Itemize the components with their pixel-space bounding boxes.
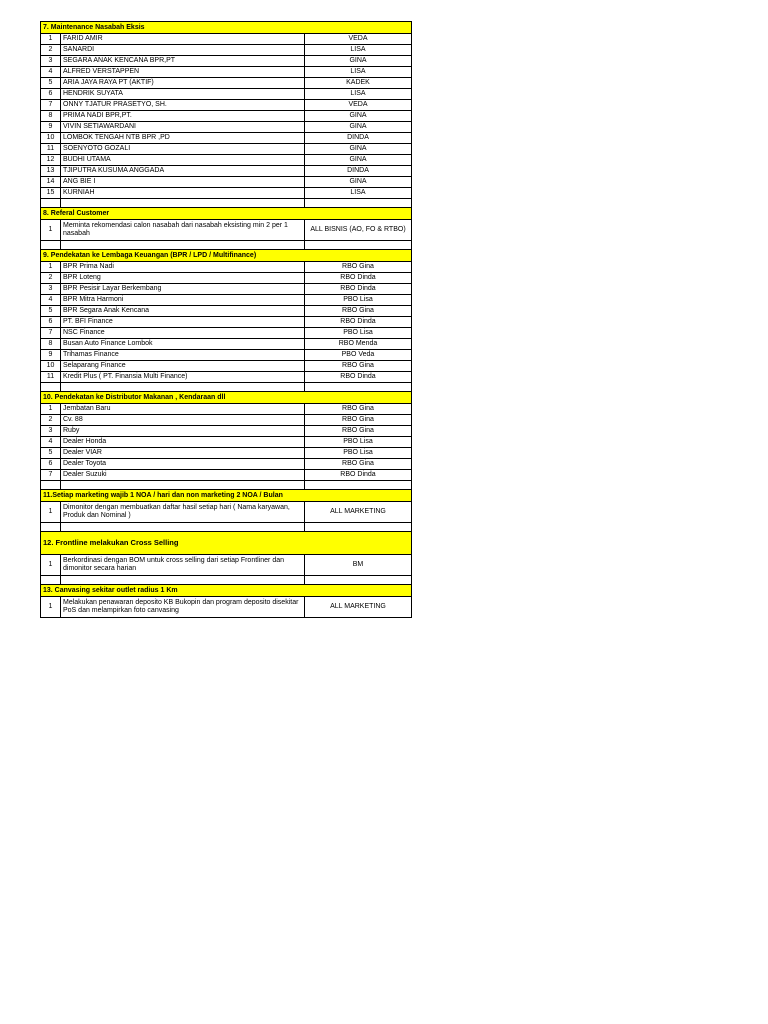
table-row	[41, 372, 412, 383]
table-row	[41, 133, 412, 144]
row-number-cell[interactable]: 13	[41, 166, 61, 177]
pic-cell[interactable]: RBO Gina	[305, 415, 412, 426]
table-row	[41, 317, 412, 328]
empty-cell[interactable]	[61, 199, 305, 208]
description-cell[interactable]: NSC Finance	[61, 328, 305, 339]
row-number-cell[interactable]: 1	[41, 597, 61, 618]
pic-cell[interactable]: LISA	[305, 45, 412, 56]
empty-cell[interactable]	[61, 481, 305, 490]
table-row	[41, 295, 412, 306]
row-number-cell[interactable]: 14	[41, 177, 61, 188]
pic-cell[interactable]: RBO Dinda	[305, 470, 412, 481]
description-cell[interactable]: Cv. 88	[61, 415, 305, 426]
table-row	[41, 415, 412, 426]
row-number-cell[interactable]: 1	[41, 404, 61, 415]
description-cell[interactable]: Jembatan Baru	[61, 404, 305, 415]
pic-cell[interactable]: RBO Gina	[305, 459, 412, 470]
description-cell[interactable]: Dealer Toyota	[61, 459, 305, 470]
table-row	[41, 67, 412, 78]
pic-cell[interactable]: GINA	[305, 144, 412, 155]
pic-cell[interactable]: PBO Lisa	[305, 448, 412, 459]
empty-cell[interactable]	[305, 241, 412, 250]
row-number-cell[interactable]: 1	[41, 220, 61, 241]
spreadsheet-area	[40, 21, 411, 618]
empty-cell[interactable]	[41, 523, 61, 532]
table-row	[41, 188, 412, 199]
table-row	[41, 45, 412, 56]
row-number-cell[interactable]: 6	[41, 317, 61, 328]
description-cell[interactable]: BPR Mitra Harmoni	[61, 295, 305, 306]
row-number-cell[interactable]: 9	[41, 122, 61, 133]
row-number-cell[interactable]: 4	[41, 295, 61, 306]
pic-cell[interactable]: LISA	[305, 89, 412, 100]
row-number-cell[interactable]: 1	[41, 502, 61, 523]
table-row	[41, 56, 412, 67]
table-row	[41, 339, 412, 350]
blank-row	[41, 199, 412, 208]
table-row	[41, 328, 412, 339]
empty-cell[interactable]	[41, 241, 61, 250]
pic-cell[interactable]: LISA	[305, 188, 412, 199]
description-cell[interactable]: SEGARA ANAK KENCANA BPR,PT	[61, 56, 305, 67]
empty-cell[interactable]	[41, 199, 61, 208]
pic-cell[interactable]: VEDA	[305, 34, 412, 45]
empty-cell[interactable]	[305, 576, 412, 585]
pic-cell[interactable]: RBO Gina	[305, 404, 412, 415]
section-header-row	[41, 250, 412, 262]
row-number-cell[interactable]: 3	[41, 284, 61, 295]
description-cell[interactable]: BPR Loteng	[61, 273, 305, 284]
empty-cell[interactable]	[305, 199, 412, 208]
description-cell[interactable]: VIVIN SETIAWARDANI	[61, 122, 305, 133]
description-cell[interactable]: BPR Segara Anak Kencana	[61, 306, 305, 317]
pic-cell[interactable]: BM	[305, 555, 412, 576]
description-cell[interactable]: Trihamas Finance	[61, 350, 305, 361]
pic-cell[interactable]: GINA	[305, 122, 412, 133]
description-cell[interactable]: Kredit Plus ( PT. Finansia Multi Finance)	[61, 372, 305, 383]
row-number-cell[interactable]: 3	[41, 426, 61, 437]
description-cell[interactable]: ARIA JAYA RAYA PT (AKTIF)	[61, 78, 305, 89]
description-cell[interactable]: FARID AMIR	[61, 34, 305, 45]
pic-cell[interactable]: GINA	[305, 155, 412, 166]
empty-cell[interactable]	[61, 241, 305, 250]
table-row	[41, 284, 412, 295]
pic-cell[interactable]: RBO Gina	[305, 426, 412, 437]
pic-cell[interactable]: RBO Dinda	[305, 317, 412, 328]
row-number-cell[interactable]: 5	[41, 306, 61, 317]
blank-row	[41, 383, 412, 392]
description-cell[interactable]: Dealer Honda	[61, 437, 305, 448]
row-number-cell[interactable]: 10	[41, 361, 61, 372]
description-cell[interactable]: BPR Pesisir Layar Berkembang	[61, 284, 305, 295]
pic-cell[interactable]: VEDA	[305, 100, 412, 111]
row-number-cell[interactable]: 2	[41, 415, 61, 426]
row-number-cell[interactable]: 8	[41, 339, 61, 350]
pic-cell[interactable]: RBO Gina	[305, 262, 412, 273]
pic-cell[interactable]: RBO Gina	[305, 306, 412, 317]
section-header-row	[41, 22, 412, 34]
table-row	[41, 350, 412, 361]
row-number-cell[interactable]: 11	[41, 144, 61, 155]
section-title[interactable]: 11.Setiap marketing wajib 1 NOA / hari dan non marketing 2 NOA / Bulan	[41, 490, 412, 502]
section-title[interactable]: 8. Referal Customer	[41, 208, 412, 220]
table-row	[41, 448, 412, 459]
description-cell[interactable]: Meminta rekomendasi calon nasabah dari nasabah eksisting min 2 per 1 nasabah	[61, 220, 305, 241]
row-number-cell[interactable]: 11	[41, 372, 61, 383]
table-row	[41, 597, 412, 618]
empty-cell[interactable]	[41, 576, 61, 585]
table-row	[41, 361, 412, 372]
table-row	[41, 459, 412, 470]
pic-cell[interactable]: PBO Lisa	[305, 328, 412, 339]
description-cell[interactable]: ANG BIE I	[61, 177, 305, 188]
table-row	[41, 426, 412, 437]
pic-cell[interactable]: PBO Veda	[305, 350, 412, 361]
description-cell[interactable]: Dimonitor dengan membuatkan daftar hasil setiap hari ( Nama karyawan, Produk dan Nominal )	[61, 502, 305, 523]
blank-row	[41, 481, 412, 490]
table-row	[41, 177, 412, 188]
description-cell[interactable]: SANARDI	[61, 45, 305, 56]
pic-cell[interactable]: RBO Gina	[305, 361, 412, 372]
empty-cell[interactable]	[305, 481, 412, 490]
description-cell[interactable]: BUDHI UTAMA	[61, 155, 305, 166]
description-cell[interactable]: Melakukan penawaran deposito KB Bukopin dan program deposito disekitar PoS dan melampirkan foto canvasing	[61, 597, 305, 618]
section-header-row	[41, 585, 412, 597]
description-cell[interactable]: BPR Prima Nadi	[61, 262, 305, 273]
table-row	[41, 111, 412, 122]
pic-cell[interactable]: ALL MARKETING	[305, 502, 412, 523]
description-cell[interactable]: TJIPUTRA KUSUMA ANGGADA	[61, 166, 305, 177]
row-number-cell[interactable]: 6	[41, 89, 61, 100]
pic-cell[interactable]: GINA	[305, 56, 412, 67]
description-cell[interactable]: ONNY TJATUR PRASETYO, SH.	[61, 100, 305, 111]
section-title[interactable]: 10. Pendekatan ke Distributor Makanan , Kendaraan dll	[41, 392, 412, 404]
row-number-cell[interactable]: 6	[41, 459, 61, 470]
blank-row	[41, 241, 412, 250]
description-cell[interactable]: PT. BFI Finance	[61, 317, 305, 328]
blank-row	[41, 576, 412, 585]
section-title[interactable]: 7. Maintenance Nasabah Eksis	[41, 22, 412, 34]
table-row	[41, 404, 412, 415]
section-title[interactable]: 13. Canvasing sekitar outlet radius 1 Km	[41, 585, 412, 597]
empty-cell[interactable]	[305, 383, 412, 392]
description-cell[interactable]: HENDRIK SUYATA	[61, 89, 305, 100]
description-cell[interactable]: Dealer Suzuki	[61, 470, 305, 481]
table-row	[41, 144, 412, 155]
pic-cell[interactable]: GINA	[305, 111, 412, 122]
table-row	[41, 470, 412, 481]
blank-row	[41, 523, 412, 532]
empty-cell[interactable]	[61, 523, 305, 532]
table-row	[41, 78, 412, 89]
row-number-cell[interactable]: 3	[41, 56, 61, 67]
empty-cell[interactable]	[41, 481, 61, 490]
description-cell[interactable]: KURNIAH	[61, 188, 305, 199]
description-cell[interactable]: PRIMA NADI BPR,PT.	[61, 111, 305, 122]
description-cell[interactable]: LOMBOK TENGAH NTB BPR ,PD	[61, 133, 305, 144]
pic-cell[interactable]: DINDA	[305, 166, 412, 177]
table-row	[41, 502, 412, 523]
table-row	[41, 100, 412, 111]
row-number-cell[interactable]: 7	[41, 470, 61, 481]
description-cell[interactable]: Ruby	[61, 426, 305, 437]
description-cell[interactable]: Selaparang Finance	[61, 361, 305, 372]
table-row	[41, 122, 412, 133]
table-row	[41, 220, 412, 241]
row-number-cell[interactable]: 7	[41, 328, 61, 339]
row-number-cell[interactable]: 15	[41, 188, 61, 199]
section-header-row	[41, 532, 412, 555]
pic-cell[interactable]: LISA	[305, 67, 412, 78]
description-cell[interactable]: SOENYOTO GOZALI	[61, 144, 305, 155]
row-number-cell[interactable]: 9	[41, 350, 61, 361]
row-number-cell[interactable]: 4	[41, 67, 61, 78]
pic-cell[interactable]: ALL BISNIS (AO, FO & RTBO)	[305, 220, 412, 241]
pic-cell[interactable]: ALL MARKETING	[305, 597, 412, 618]
pic-cell[interactable]: GINA	[305, 177, 412, 188]
action-plan-table	[40, 21, 412, 618]
section-header-row	[41, 392, 412, 404]
row-number-cell[interactable]: 5	[41, 78, 61, 89]
table-row	[41, 166, 412, 177]
table-row	[41, 555, 412, 576]
pic-cell[interactable]: KADEK	[305, 78, 412, 89]
description-cell[interactable]: Berkordinasi dengan BOM untuk cross selling dari setiap Frontliner dan dimonitor secara harian	[61, 555, 305, 576]
table-row	[41, 273, 412, 284]
table-row	[41, 437, 412, 448]
empty-cell[interactable]	[41, 383, 61, 392]
pic-cell[interactable]: PBO Lisa	[305, 295, 412, 306]
description-cell[interactable]: Dealer VIAR	[61, 448, 305, 459]
row-number-cell[interactable]: 4	[41, 437, 61, 448]
pic-cell[interactable]: RBO Dinda	[305, 273, 412, 284]
row-number-cell[interactable]: 1	[41, 555, 61, 576]
table-row	[41, 306, 412, 317]
table-row	[41, 155, 412, 166]
table-row	[41, 262, 412, 273]
pic-cell[interactable]: RBO Dinda	[305, 284, 412, 295]
pic-cell[interactable]: PBO Lisa	[305, 437, 412, 448]
row-number-cell[interactable]: 2	[41, 45, 61, 56]
row-number-cell[interactable]: 2	[41, 273, 61, 284]
row-number-cell[interactable]: 10	[41, 133, 61, 144]
pic-cell[interactable]: DINDA	[305, 133, 412, 144]
table-row	[41, 89, 412, 100]
pic-cell[interactable]: RBO Dinda	[305, 372, 412, 383]
empty-cell[interactable]	[61, 383, 305, 392]
empty-cell[interactable]	[61, 576, 305, 585]
section-title[interactable]: 9. Pendekatan ke Lembaga Keuangan (BPR / LPD / Multifinance)	[41, 250, 412, 262]
row-number-cell[interactable]: 5	[41, 448, 61, 459]
row-number-cell[interactable]: 1	[41, 34, 61, 45]
pic-cell[interactable]: RBO Menda	[305, 339, 412, 350]
section-header-row	[41, 208, 412, 220]
empty-cell[interactable]	[305, 523, 412, 532]
row-number-cell[interactable]: 7	[41, 100, 61, 111]
table-row	[41, 34, 412, 45]
row-number-cell[interactable]: 12	[41, 155, 61, 166]
section-header-row	[41, 490, 412, 502]
section-title[interactable]: 12. Frontline melakukan Cross Selling	[41, 532, 412, 555]
row-number-cell[interactable]: 1	[41, 262, 61, 273]
row-number-cell[interactable]: 8	[41, 111, 61, 122]
description-cell[interactable]: Busan Auto Finance Lombok	[61, 339, 305, 350]
description-cell[interactable]: ALFRED VERSTAPPEN	[61, 67, 305, 78]
